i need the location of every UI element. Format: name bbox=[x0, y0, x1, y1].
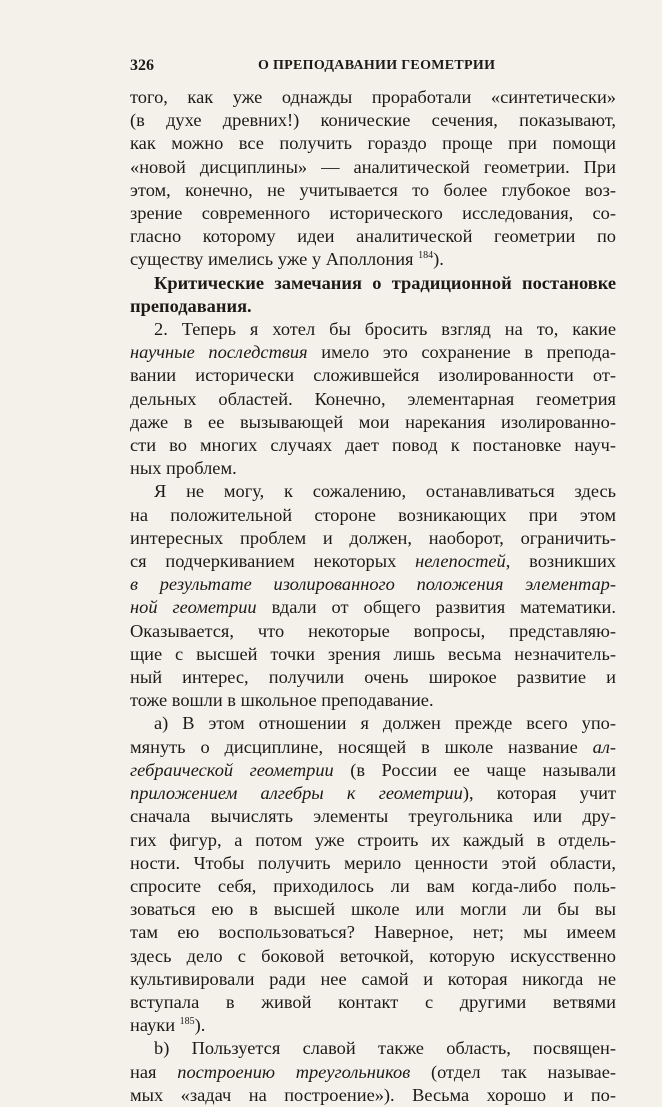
text-line bbox=[130, 1061, 616, 1084]
text-line: существу имелись уже у Аполлония $^{184}$). bbox=[130, 249, 444, 270]
text-line: интересных проблем и должен, наоборот, ограничить- bbox=[130, 527, 616, 548]
text-line: этом, конечно, не учитывается то более глубокое воз- bbox=[130, 179, 616, 200]
emphasis: гебраической геометрии bbox=[130, 759, 334, 780]
section-heading: Критические замечания о традиционной постановке bbox=[154, 272, 616, 293]
text-line: b) Пользуется славой также область, посвящен- bbox=[154, 1038, 616, 1059]
text-line: ный интерес, получили очень широкое развитие и bbox=[130, 667, 616, 688]
emphasis: в результате изолированного положения элементар- bbox=[130, 574, 616, 595]
text-run: ная bbox=[130, 1061, 157, 1082]
page-body bbox=[130, 86, 616, 1107]
text-run: ся подчеркиванием некоторых bbox=[130, 551, 397, 572]
text-run: (отдел так называе- bbox=[430, 1061, 616, 1082]
emphasis: ал- bbox=[592, 736, 616, 757]
emphasis: приложением алгебры к геометрии bbox=[130, 783, 463, 804]
text-line: зрение современного исторического исследования, со- bbox=[130, 203, 616, 224]
text-line: зоваться ею в высшей школе или могли ли бы вы bbox=[130, 899, 616, 920]
emphasis: ной геометрии bbox=[130, 597, 257, 618]
emphasis: научные последствия bbox=[130, 342, 308, 363]
text-line: «новой дисциплины» — аналитической геометрии. При bbox=[130, 156, 616, 177]
text-run: ), которая учит bbox=[462, 783, 616, 804]
text-run: существу имелись уже у Аполлония bbox=[130, 249, 414, 270]
text-line: вступала в живой контакт с другими ветвями bbox=[130, 991, 616, 1012]
text-line: здесь дело с боковой веточкой, которую искусственно bbox=[130, 945, 616, 966]
text-line: (в духе древних!) конические сечения, показывают, bbox=[130, 110, 616, 131]
text-line: мых «задач на построение»). Весьма хорошо и по- bbox=[130, 1084, 616, 1105]
emphasis: построению треугольников bbox=[177, 1061, 411, 1082]
text-line bbox=[130, 736, 616, 759]
page-number: 326 bbox=[130, 57, 154, 74]
emphasis: нелепостей bbox=[415, 551, 506, 572]
text-line: как можно все получить гораздо проще при помощи bbox=[130, 133, 616, 154]
footnote-ref: 185 bbox=[179, 1016, 195, 1028]
text-run: вдали от общего развития математики. bbox=[271, 597, 616, 618]
text-run: науки bbox=[130, 1015, 176, 1036]
text-line bbox=[130, 782, 616, 805]
text-line bbox=[130, 341, 616, 364]
text-line bbox=[130, 550, 616, 573]
text-line: ных проблем. bbox=[130, 458, 237, 479]
text-run: мянуть о дисциплине, носящей в школе название bbox=[130, 736, 578, 757]
text-line: тоже вошли в школьное преподавание. bbox=[130, 690, 434, 711]
text-line: спросите себя, приходилось ли вам когда-либо поль- bbox=[130, 875, 616, 896]
text-line: даже в ее вызывающей мои нарекания изолированно- bbox=[130, 411, 616, 432]
text-line: 2. Теперь я хотел бы бросить взгляд на то, какие bbox=[154, 319, 616, 340]
text-line: на положительной стороне возникающих при этом bbox=[130, 504, 616, 525]
text-line bbox=[130, 1014, 616, 1037]
text-line: Я не могу, к сожалению, останавливаться здесь bbox=[154, 481, 616, 502]
running-title: О ПРЕПОДАВАНИИ ГЕОМЕТРИИ bbox=[258, 58, 496, 73]
text-line: сначала вычислять элементы треугольника или дру- bbox=[130, 806, 616, 827]
text-run: (в России ее чаще называли bbox=[350, 759, 616, 780]
text-line bbox=[130, 596, 616, 619]
text-line bbox=[130, 759, 616, 782]
text-run: , возникших bbox=[505, 551, 616, 572]
text-line: гих фигур, а потом уже строить их каждый в отдель- bbox=[130, 829, 616, 850]
text-line: дельных областей. Конечно, элементарная геометрия bbox=[130, 388, 616, 409]
footnote-ref: 184 bbox=[418, 250, 434, 262]
text-line: а) В этом отношении я должен прежде всего упо- bbox=[154, 713, 616, 734]
text-line: ности. Чтобы получить мерило ценности этой области, bbox=[130, 852, 616, 873]
text-line: гласно которому идеи аналитической геометрии по bbox=[130, 226, 616, 247]
text-line: там ею воспользоваться? Наверное, нет; мы имеем bbox=[130, 922, 616, 943]
text-line: культивировали ради нее самой и которая никогда не bbox=[130, 968, 616, 989]
text-line bbox=[130, 573, 616, 596]
section-heading: преподавания. bbox=[130, 295, 252, 316]
text-line: сти во многих случаях дает повод к постановке науч- bbox=[130, 435, 616, 456]
text-run: ). bbox=[194, 1015, 206, 1036]
text-line: Оказывается, что некоторые вопросы, представляю- bbox=[130, 620, 616, 641]
text-run: имело это сохранение в препода- bbox=[321, 342, 616, 363]
text-line: того, как уже однажды проработали «синтетически» bbox=[130, 87, 616, 107]
text-line: вании исторически сложившейся изолированности от- bbox=[130, 365, 616, 386]
text-line: щие с высшей точки зрения лишь весьма незначитель- bbox=[130, 643, 616, 664]
